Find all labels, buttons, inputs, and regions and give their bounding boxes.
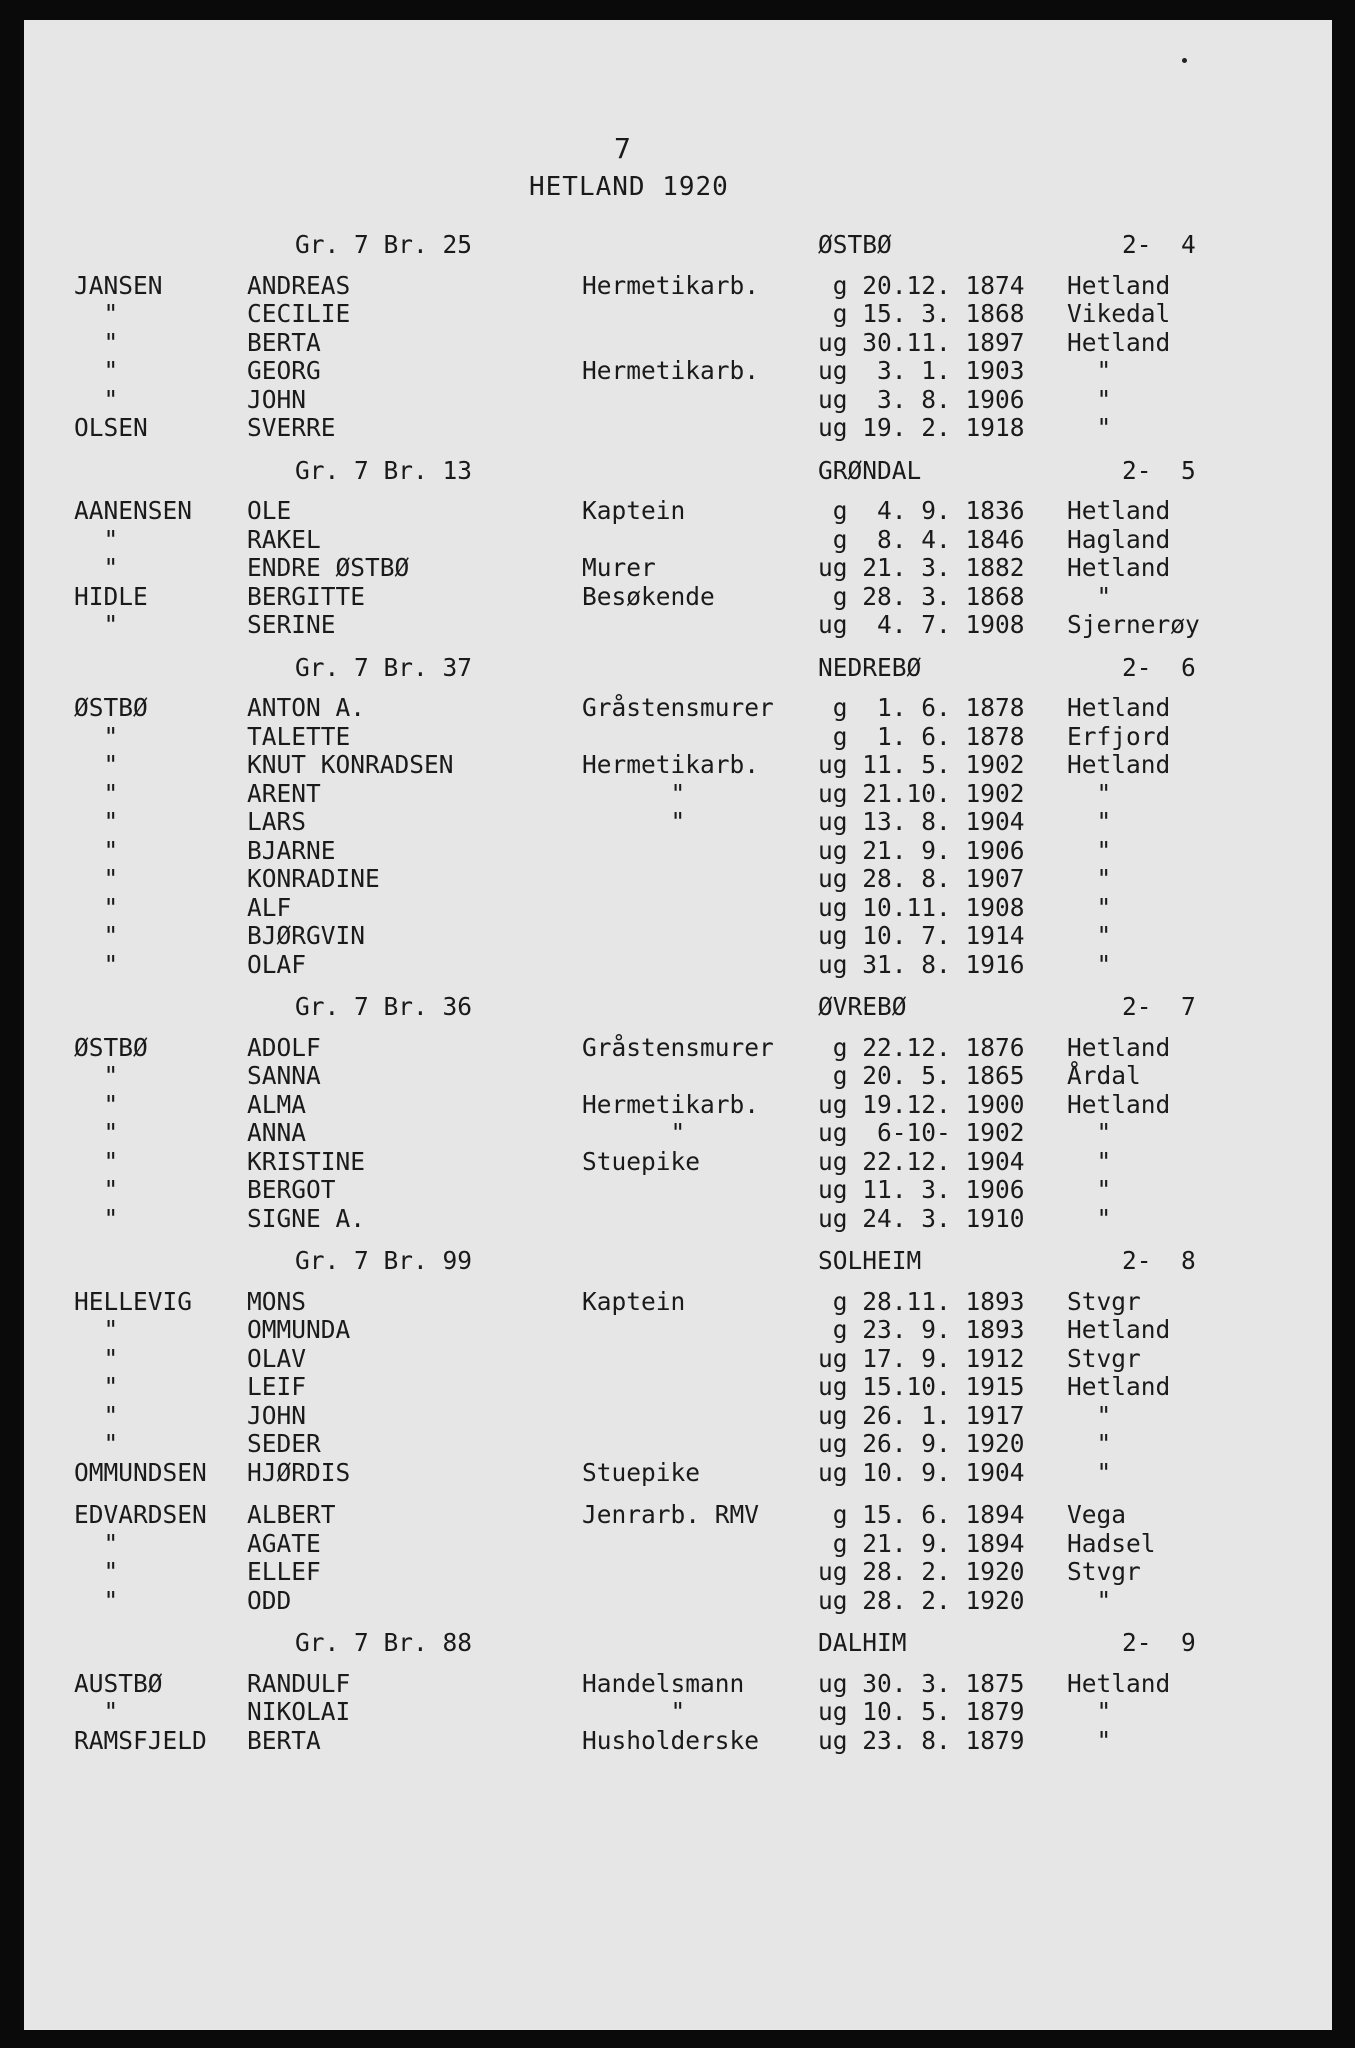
surname: " <box>74 327 119 357</box>
surname: " <box>74 553 119 582</box>
birthplace: Vega <box>1067 1500 1127 1529</box>
occupation: Murer <box>582 553 656 582</box>
birthplace: Hetland <box>1067 1089 1171 1119</box>
given-name: JOHN <box>247 384 307 414</box>
birth-date: ug 30.11. 1897 <box>818 327 1025 357</box>
person-row <box>50 413 1332 442</box>
birthplace: Hetland <box>1067 1315 1171 1344</box>
group-ref: Gr. 7 Br. 25 <box>295 230 473 259</box>
surname: OMMUNDSEN <box>74 1457 207 1487</box>
birthplace: " <box>1067 1146 1112 1176</box>
birth-date: ug 6-10- 1902 <box>818 1118 1025 1147</box>
occupation: " <box>582 1118 686 1147</box>
page-title: HETLAND 1920 <box>529 172 729 202</box>
birth-date: g 20.12. 1874 <box>818 270 1025 300</box>
birth-date: g 22.12. 1876 <box>818 1032 1025 1062</box>
person-row <box>50 836 1332 865</box>
surname: " <box>74 721 119 751</box>
group-ref: Gr. 7 Br. 99 <box>295 1246 473 1275</box>
occupation: Besøkende <box>582 581 715 611</box>
birth-date: ug 10.11. 1908 <box>818 892 1025 922</box>
birth-date: ug 21. 3. 1882 <box>818 553 1025 582</box>
birthplace: " <box>1067 1725 1112 1755</box>
surname: " <box>74 1146 119 1176</box>
birth-date: g 28.11. 1893 <box>818 1286 1025 1316</box>
surname: AANENSEN <box>74 496 193 525</box>
farm-name: NEDREBØ <box>818 652 922 682</box>
given-name: KNUT KONRADSEN <box>247 750 454 779</box>
person-row <box>50 271 1332 300</box>
birth-date: g 21. 9. 1894 <box>818 1528 1025 1558</box>
person-row <box>50 610 1332 639</box>
surname: " <box>74 1315 119 1344</box>
surname: " <box>74 949 119 979</box>
given-name: ALF <box>247 892 292 922</box>
birthplace: " <box>1067 384 1112 414</box>
surname: " <box>74 299 119 328</box>
surname: EDVARDSEN <box>74 1500 207 1529</box>
group-ref: Gr. 7 Br. 37 <box>295 652 473 682</box>
given-name: LARS <box>247 807 307 836</box>
birthplace: " <box>1067 356 1112 385</box>
birthplace: Hetland <box>1067 750 1171 779</box>
group-number: 2- 8 <box>1122 1246 1196 1275</box>
birthplace: Erfjord <box>1067 721 1171 751</box>
occupation: " <box>582 807 686 836</box>
given-name: BERGITTE <box>247 581 366 611</box>
person-row <box>50 1061 1332 1090</box>
given-name: OLAF <box>247 949 307 979</box>
birth-date: g 1. 6. 1878 <box>818 693 1025 722</box>
farm-name: GRØNDAL <box>818 455 922 485</box>
birthplace: " <box>1067 1400 1112 1430</box>
occupation: Kaptein <box>582 1286 686 1316</box>
surname: OLSEN <box>74 413 148 442</box>
person-row <box>50 1458 1332 1487</box>
person-row <box>50 1429 1332 1458</box>
birth-date: ug 22.12. 1904 <box>818 1146 1025 1176</box>
birthplace: Hetland <box>1067 327 1171 357</box>
surname: " <box>74 1372 119 1401</box>
surname: ØSTBØ <box>74 693 148 722</box>
surname: " <box>74 1429 119 1458</box>
given-name: RANDULF <box>247 1668 351 1698</box>
surname: JANSEN <box>74 270 163 300</box>
birth-date: ug 31. 8. 1916 <box>818 949 1025 979</box>
person-row <box>50 1315 1332 1344</box>
surname: " <box>74 750 119 779</box>
given-name: AGATE <box>247 1528 321 1558</box>
farm-name: ØVREBØ <box>818 992 907 1021</box>
birthplace: Hagland <box>1067 524 1171 554</box>
birthplace: " <box>1067 1585 1112 1615</box>
given-name: BERTA <box>247 327 321 357</box>
given-name: BERGOT <box>247 1175 336 1204</box>
occupation: Stuepike <box>582 1457 701 1487</box>
given-name: ANNA <box>247 1118 307 1147</box>
person-row <box>50 1401 1332 1430</box>
given-name: BERTA <box>247 1725 321 1755</box>
birth-date: ug 23. 8. 1879 <box>818 1725 1025 1755</box>
given-name: SVERRE <box>247 413 336 442</box>
group-header <box>50 992 1332 1021</box>
occupation: Gråstensmurer <box>582 693 774 722</box>
occupation: Hermetikarb. <box>582 750 760 779</box>
birthplace: Hetland <box>1067 693 1171 722</box>
birthplace: Hetland <box>1067 496 1171 525</box>
surname: " <box>74 864 119 893</box>
birth-date: ug 11. 3. 1906 <box>818 1175 1025 1204</box>
given-name: OLE <box>247 496 292 525</box>
birthplace: Hetland <box>1067 1372 1171 1401</box>
birthplace: Stvgr <box>1067 1286 1141 1316</box>
person-row <box>50 1287 1332 1316</box>
person-row <box>50 356 1332 385</box>
farm-name: ØSTBØ <box>818 230 892 259</box>
birth-date: ug 19.12. 1900 <box>818 1089 1025 1119</box>
surname: " <box>74 1118 119 1147</box>
person-row <box>50 693 1332 722</box>
group-header <box>50 1628 1332 1657</box>
birthplace: Årdal <box>1067 1061 1141 1090</box>
birthplace: " <box>1067 1697 1112 1726</box>
person-row <box>50 1500 1332 1529</box>
birth-date: ug 17. 9. 1912 <box>818 1343 1025 1373</box>
farm-name: DALHIM <box>818 1628 907 1657</box>
birth-date: ug 15.10. 1915 <box>818 1372 1025 1401</box>
given-name: ARENT <box>247 778 321 808</box>
birthplace: Sjernerøy <box>1067 610 1200 639</box>
birthplace: Hetland <box>1067 1032 1171 1062</box>
surname: HIDLE <box>74 581 148 611</box>
surname: " <box>74 384 119 414</box>
given-name: BJARNE <box>247 835 336 865</box>
given-name: OMMUNDA <box>247 1315 351 1344</box>
given-name: ODD <box>247 1585 292 1615</box>
surname: " <box>74 1061 119 1090</box>
birthplace: " <box>1067 921 1112 950</box>
given-name: HJØRDIS <box>247 1457 351 1487</box>
birth-date: ug 24. 3. 1910 <box>818 1203 1025 1233</box>
birthplace: " <box>1067 1429 1112 1458</box>
given-name: CECILIE <box>247 299 351 328</box>
birthplace: Hetland <box>1067 270 1171 300</box>
person-row <box>50 328 1332 357</box>
group-header <box>50 1246 1332 1275</box>
person-row <box>50 864 1332 893</box>
person-row <box>50 1033 1332 1062</box>
birth-date: ug 4. 7. 1908 <box>818 610 1025 639</box>
birthplace: " <box>1067 1118 1112 1147</box>
person-row <box>50 893 1332 922</box>
given-name: SEDER <box>247 1429 321 1458</box>
person-row <box>50 1726 1332 1755</box>
given-name: ADOLF <box>247 1032 321 1062</box>
birthplace: " <box>1067 778 1112 808</box>
birthplace: " <box>1067 892 1112 922</box>
birth-date: g 15. 3. 1868 <box>818 299 1025 328</box>
occupation: " <box>582 778 686 808</box>
person-row <box>50 750 1332 779</box>
given-name: BJØRGVIN <box>247 921 366 950</box>
given-name: KONRADINE <box>247 864 380 893</box>
person-row <box>50 1344 1332 1373</box>
group-header <box>50 230 1332 259</box>
group-header <box>50 456 1332 485</box>
surname: " <box>74 1528 119 1558</box>
birthplace: Hetland <box>1067 553 1171 582</box>
given-name: ELLEF <box>247 1557 321 1586</box>
given-name: MONS <box>247 1286 307 1316</box>
person-row <box>50 1697 1332 1726</box>
occupation: Hermetikarb. <box>582 1089 760 1119</box>
person-row <box>50 496 1332 525</box>
birth-date: g 8. 4. 1846 <box>818 524 1025 554</box>
birthplace: " <box>1067 949 1112 979</box>
birthplace: " <box>1067 864 1112 893</box>
birthplace: Stvgr <box>1067 1557 1141 1586</box>
surname: " <box>74 778 119 808</box>
birth-date: ug 13. 8. 1904 <box>818 807 1025 836</box>
birth-date: ug 26. 9. 1920 <box>818 1429 1025 1458</box>
group-ref: Gr. 7 Br. 36 <box>295 992 473 1021</box>
birth-date: ug 10. 7. 1914 <box>818 921 1025 950</box>
group-number: 2- 9 <box>1122 1628 1196 1657</box>
birthplace: Stvgr <box>1067 1343 1141 1373</box>
group-ref: Gr. 7 Br. 88 <box>295 1628 473 1657</box>
person-row <box>50 553 1332 582</box>
page-number: 7 <box>614 132 631 165</box>
surname: ØSTBØ <box>74 1032 148 1062</box>
given-name: JOHN <box>247 1400 307 1430</box>
surname: " <box>74 1400 119 1430</box>
farm-name: SOLHEIM <box>818 1246 922 1275</box>
surname: RAMSFJELD <box>74 1725 207 1755</box>
occupation: Husholderske <box>582 1725 760 1755</box>
person-row <box>50 1669 1332 1698</box>
birth-date: ug 3. 8. 1906 <box>818 384 1025 414</box>
birthplace: " <box>1067 807 1112 836</box>
birth-date: g 23. 9. 1893 <box>818 1315 1025 1344</box>
birthplace: " <box>1067 1175 1112 1204</box>
birth-date: ug 28. 2. 1920 <box>818 1557 1025 1586</box>
birth-date: ug 10. 9. 1904 <box>818 1457 1025 1487</box>
birth-date: ug 11. 5. 1902 <box>818 750 1025 779</box>
surname: " <box>74 610 119 639</box>
given-name: NIKOLAI <box>247 1697 351 1726</box>
occupation: Handelsmann <box>582 1668 745 1698</box>
person-row <box>50 582 1332 611</box>
person-row <box>50 1204 1332 1233</box>
person-row <box>50 1118 1332 1147</box>
birth-date: ug 19. 2. 1918 <box>818 413 1025 442</box>
person-row <box>50 722 1332 751</box>
surname: " <box>74 1175 119 1204</box>
group-number: 2- 6 <box>1122 652 1196 682</box>
birthplace: " <box>1067 413 1112 442</box>
birth-date: g 4. 9. 1836 <box>818 496 1025 525</box>
person-row <box>50 299 1332 328</box>
surname: " <box>74 921 119 950</box>
person-row <box>50 950 1332 979</box>
surname: " <box>74 1203 119 1233</box>
ink-dot <box>1182 58 1187 63</box>
person-row <box>50 525 1332 554</box>
birth-date: ug 3. 1. 1903 <box>818 356 1025 385</box>
surname: " <box>74 1585 119 1615</box>
given-name: SERINE <box>247 610 336 639</box>
given-name: SIGNE A. <box>247 1203 366 1233</box>
birthplace: " <box>1067 1457 1112 1487</box>
occupation: Hermetikarb. <box>582 270 760 300</box>
birth-date: g 15. 6. 1894 <box>818 1500 1025 1529</box>
given-name: ENDRE ØSTBØ <box>247 553 410 582</box>
birthplace: " <box>1067 581 1112 611</box>
given-name: ANTON A. <box>247 693 366 722</box>
surname: HELLEVIG <box>74 1286 193 1316</box>
birth-date: ug 21.10. 1902 <box>818 778 1025 808</box>
census-entries <box>50 230 1332 1754</box>
person-row <box>50 385 1332 414</box>
birth-date: ug 21. 9. 1906 <box>818 835 1025 865</box>
given-name: GEORG <box>247 356 321 385</box>
given-name: ALBERT <box>247 1500 336 1529</box>
surname: " <box>74 356 119 385</box>
given-name: ALMA <box>247 1089 307 1119</box>
surname: " <box>74 1557 119 1586</box>
person-row <box>50 921 1332 950</box>
surname: " <box>74 1089 119 1119</box>
given-name: LEIF <box>247 1372 307 1401</box>
birthplace: " <box>1067 835 1112 865</box>
birthplace: Hadsel <box>1067 1528 1156 1558</box>
occupation: Gråstensmurer <box>582 1032 774 1062</box>
person-row <box>50 1586 1332 1615</box>
birth-date: ug 26. 1. 1917 <box>818 1400 1025 1430</box>
given-name: TALETTE <box>247 721 351 751</box>
surname: " <box>74 524 119 554</box>
person-row <box>50 1090 1332 1119</box>
birth-date: ug 28. 2. 1920 <box>818 1585 1025 1615</box>
given-name: KRISTINE <box>247 1146 366 1176</box>
surname: " <box>74 892 119 922</box>
surname: AUSTBØ <box>74 1668 163 1698</box>
group-ref: Gr. 7 Br. 13 <box>295 455 473 485</box>
person-row <box>50 1175 1332 1204</box>
person-row <box>50 1372 1332 1401</box>
given-name: RAKEL <box>247 524 321 554</box>
person-row <box>50 1147 1332 1176</box>
birthplace: Vikedal <box>1067 299 1171 328</box>
given-name: ANDREAS <box>247 270 351 300</box>
person-row <box>50 1557 1332 1586</box>
surname: " <box>74 1343 119 1373</box>
birthplace: Hetland <box>1067 1668 1171 1698</box>
surname: " <box>74 807 119 836</box>
given-name: SANNA <box>247 1061 321 1090</box>
group-header <box>50 653 1332 682</box>
birth-date: ug 28. 8. 1907 <box>818 864 1025 893</box>
birth-date: g 20. 5. 1865 <box>818 1061 1025 1090</box>
group-number: 2- 7 <box>1122 992 1196 1021</box>
occupation: Stuepike <box>582 1146 701 1176</box>
surname: " <box>74 1697 119 1726</box>
person-row <box>50 1529 1332 1558</box>
birthplace: " <box>1067 1203 1112 1233</box>
given-name: OLAV <box>247 1343 307 1373</box>
person-row <box>50 779 1332 808</box>
occupation: Jenrarb. RMV <box>582 1500 760 1529</box>
group-number: 2- 4 <box>1122 230 1196 259</box>
occupation: " <box>582 1697 686 1726</box>
document-page <box>24 20 1332 2030</box>
birth-date: ug 30. 3. 1875 <box>818 1668 1025 1698</box>
birth-date: ug 10. 5. 1879 <box>818 1697 1025 1726</box>
group-number: 2- 5 <box>1122 455 1196 485</box>
person-row <box>50 807 1332 836</box>
birth-date: g 28. 3. 1868 <box>818 581 1025 611</box>
occupation: Hermetikarb. <box>582 356 760 385</box>
occupation: Kaptein <box>582 496 686 525</box>
surname: " <box>74 835 119 865</box>
birth-date: g 1. 6. 1878 <box>818 721 1025 751</box>
